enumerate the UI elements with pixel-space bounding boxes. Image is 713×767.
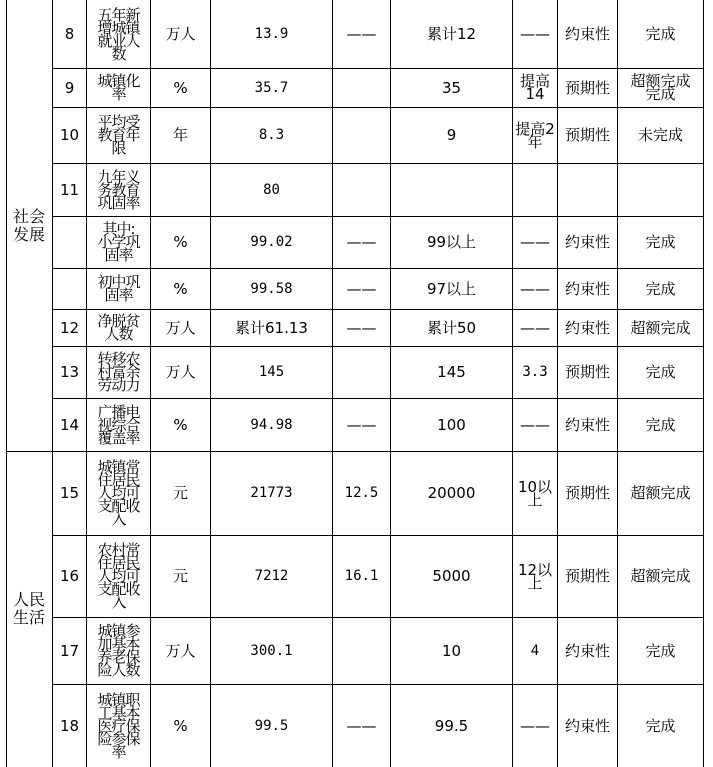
target-value: 累计12 xyxy=(426,25,477,43)
indicator-name: 广播电 视综合 覆盖率 xyxy=(97,402,140,447)
completion-status: 完成 xyxy=(645,716,676,735)
target-growth: —— xyxy=(520,415,550,434)
row-number: 13 xyxy=(59,363,80,381)
target-growth: 4 xyxy=(530,642,540,659)
row-number: 18 xyxy=(59,716,80,735)
indicator-name: 城镇化 率 xyxy=(97,72,140,103)
base-value: 8.3 xyxy=(258,127,285,143)
target-value: 97以上 xyxy=(426,279,477,298)
target-value: 9 xyxy=(446,126,457,144)
base-growth: —— xyxy=(346,233,377,251)
indicator-nature: 预期性 xyxy=(564,567,610,585)
base-value: 300.1 xyxy=(250,642,293,659)
base-growth xyxy=(333,347,390,398)
row-number: 10 xyxy=(59,126,80,144)
base-value: 13.9 xyxy=(254,26,289,42)
base-growth xyxy=(333,69,390,107)
base-value: 累计61.13 xyxy=(235,318,308,337)
target-growth: 10以 上 xyxy=(517,477,553,509)
indicator-name: 九年义 务教育 巩固率 xyxy=(97,167,140,212)
target-value: 35 xyxy=(441,78,462,97)
base-value: 94.98 xyxy=(250,416,293,433)
target-value: 145 xyxy=(437,363,466,381)
base-growth xyxy=(333,164,390,216)
target-value: 累计50 xyxy=(426,318,477,337)
base-value: 80 xyxy=(263,181,280,198)
indicator-nature: 约束性 xyxy=(564,415,610,434)
indicator-name: 转移农 村富余 劳动力 xyxy=(97,350,140,394)
target-value: 5000 xyxy=(432,567,471,585)
base-growth: —— xyxy=(346,318,377,337)
target-growth: 提高2 年 xyxy=(515,119,555,151)
row-number xyxy=(53,217,86,268)
row-number: 9 xyxy=(64,78,75,97)
target-value: 99以上 xyxy=(426,233,477,251)
base-value: 35.7 xyxy=(254,79,289,96)
target-growth: —— xyxy=(520,25,550,43)
completion-status xyxy=(618,164,703,216)
base-value: 99.5 xyxy=(254,717,289,734)
row-number: 17 xyxy=(59,641,80,660)
completion-status: 超额完成 完成 xyxy=(630,72,691,103)
completion-status: 完成 xyxy=(645,233,676,251)
base-value: 99.02 xyxy=(250,234,293,250)
row-number: 15 xyxy=(59,484,80,502)
indicator-name: 净脱贫 人数 xyxy=(97,312,140,343)
target-growth: —— xyxy=(520,279,550,298)
completion-status: 完成 xyxy=(645,25,676,43)
row-number: 11 xyxy=(59,180,80,199)
indicator-nature: 预期性 xyxy=(564,363,610,381)
target-value: 99.5 xyxy=(434,716,469,735)
completion-status: 超额完成 xyxy=(630,567,691,585)
indicator-name: 城镇参 加基本 养老保 险人数 xyxy=(97,622,140,679)
target-growth: 12以 上 xyxy=(517,560,553,592)
unit: % xyxy=(173,279,188,298)
row-number xyxy=(53,269,86,309)
unit: % xyxy=(173,233,188,251)
row-number: 16 xyxy=(59,567,80,585)
category-label: 社会 发展 xyxy=(12,206,45,244)
unit: 万人 xyxy=(165,318,196,337)
indicator-nature: 预期性 xyxy=(564,126,610,144)
indicator-nature: 约束性 xyxy=(564,279,610,298)
target-growth: 提高 14 xyxy=(519,72,550,103)
completion-status: 超额完成 xyxy=(630,484,691,502)
base-growth: 16.1 xyxy=(344,568,379,584)
unit: 万人 xyxy=(165,363,196,381)
base-value: 21773 xyxy=(250,485,293,501)
base-growth: 12.5 xyxy=(344,485,379,501)
unit: 元 xyxy=(172,567,188,585)
completion-status: 完成 xyxy=(645,279,676,298)
target-growth: —— xyxy=(520,318,550,337)
indicator-nature: 预期性 xyxy=(564,484,610,502)
indicator-nature: 约束性 xyxy=(564,25,610,43)
unit: % xyxy=(173,716,188,735)
target-growth: —— xyxy=(520,233,550,251)
unit: 万人 xyxy=(165,641,196,660)
row-number: 14 xyxy=(59,415,80,434)
target-value: 20000 xyxy=(427,484,476,502)
completion-status: 完成 xyxy=(645,641,676,660)
indicator-name: 平均受 教育年 限 xyxy=(97,113,140,157)
unit: 元 xyxy=(172,484,188,502)
indicator-nature: 约束性 xyxy=(564,716,610,735)
target-value: 100 xyxy=(437,415,466,434)
unit xyxy=(151,164,210,216)
indicator-name: 城镇职 工基本 医疗保 险参保 率 xyxy=(97,690,140,761)
indicator-nature xyxy=(558,164,617,216)
indicator-name: 农村常 住居民 人均可 支配收 入 xyxy=(97,541,140,611)
completion-status: 完成 xyxy=(645,363,676,381)
unit: 万人 xyxy=(165,25,196,43)
indicator-name: 其中: 小学巩 固率 xyxy=(97,220,140,264)
base-value: 145 xyxy=(258,364,285,380)
indicator-name: 初中巩 固率 xyxy=(97,273,140,304)
target-value: 10 xyxy=(441,641,462,660)
category-label: 人民 生活 xyxy=(12,590,45,627)
row-number: 8 xyxy=(64,25,75,43)
base-growth: —— xyxy=(346,25,377,43)
indicator-nature: 约束性 xyxy=(564,318,610,337)
target-value xyxy=(391,164,512,216)
base-growth: —— xyxy=(346,415,377,434)
indicator-nature: 预期性 xyxy=(564,78,610,97)
indicator-nature: 约束性 xyxy=(564,641,610,660)
target-growth: —— xyxy=(520,716,550,735)
unit: % xyxy=(173,415,188,434)
unit: % xyxy=(173,78,188,97)
indicator-name: 城镇常 住居民 人均可 支配收 入 xyxy=(97,458,140,528)
base-growth xyxy=(333,108,390,163)
indicator-nature: 约束性 xyxy=(564,233,610,251)
base-growth xyxy=(333,618,390,684)
base-growth: —— xyxy=(346,716,377,735)
target-growth xyxy=(513,164,557,216)
unit: 年 xyxy=(172,126,188,144)
base-value: 7212 xyxy=(254,568,289,584)
base-value: 99.58 xyxy=(250,280,293,297)
completion-status: 未完成 xyxy=(637,126,683,144)
completion-status: 完成 xyxy=(645,415,676,434)
row-number: 12 xyxy=(59,318,80,337)
indicator-name: 五年新 增城镇 就业人 数 xyxy=(97,5,140,63)
target-growth: 3.3 xyxy=(522,364,548,380)
completion-status: 超额完成 xyxy=(630,318,691,337)
base-growth: —— xyxy=(346,279,377,298)
